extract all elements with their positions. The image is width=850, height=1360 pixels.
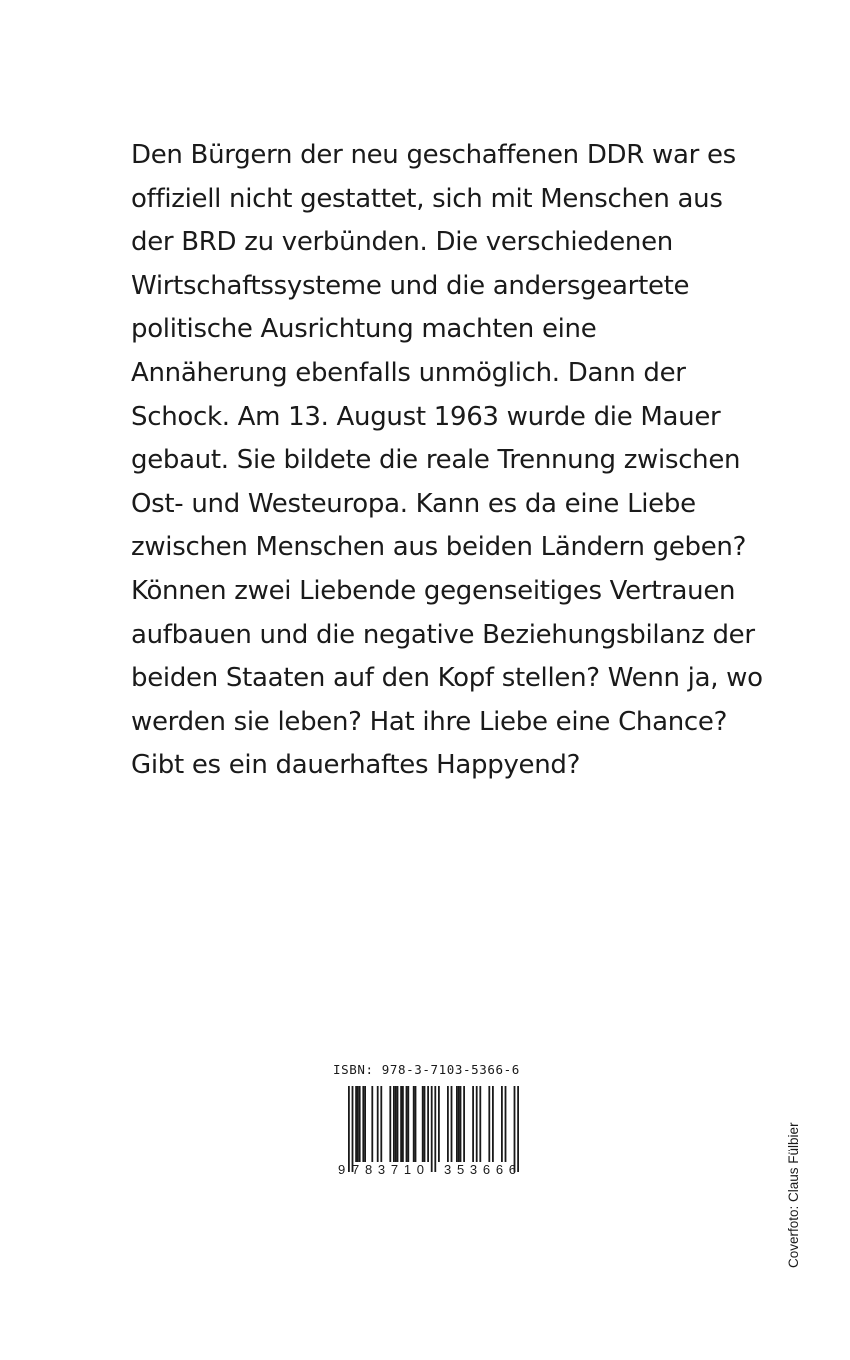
barcode-bar (397, 1086, 399, 1162)
barcode-bar (472, 1086, 474, 1162)
blurb-line: aufbauen und die negative Beziehungsbilanz der (131, 619, 755, 650)
blurb-line: offiziell nicht gestattet, sich mit Menschen aus (131, 183, 723, 214)
blurb-line: Den Bürgern der neu geschaffenen DDR war es (131, 140, 736, 170)
blurb-line: Wirtschaftssysteme und die andersgeartete (131, 270, 690, 301)
blurb-line: der BRD zu verbünden. Die verschiedenen (131, 227, 673, 258)
barcode-bar (460, 1086, 462, 1162)
ean-left-group: 783710 (352, 1162, 424, 1177)
barcode-guard-bar (434, 1086, 436, 1172)
barcode-bar (400, 1086, 402, 1162)
barcode-bar (476, 1086, 478, 1162)
barcode-bar (422, 1086, 424, 1162)
barcode-bar (355, 1086, 357, 1162)
barcode-bar (456, 1086, 458, 1162)
barcode-bar (389, 1086, 391, 1162)
isbn-barcode-block (333, 1062, 533, 1178)
blurb-line: Schock. Am 13. August 1963 wurde die Mauer (131, 401, 721, 432)
barcode-bar (364, 1086, 366, 1162)
ean-right-group: 353666 (444, 1162, 516, 1177)
barcode-bar (377, 1086, 379, 1162)
blurb-line: zwischen Menschen aus beiden Ländern geben? (131, 532, 747, 563)
barcode-guard-bar (348, 1086, 350, 1172)
barcode-bars (348, 1086, 519, 1172)
barcode-bar (395, 1086, 397, 1162)
barcode-bar (492, 1086, 494, 1162)
ean-first-digit: 9 (338, 1162, 346, 1177)
barcode-guard-bar (517, 1086, 519, 1172)
photo-credit: Coverfoto: Claus Fülbier (786, 1122, 801, 1268)
barcode-guard-bar (514, 1086, 516, 1172)
barcode-bar (393, 1086, 395, 1162)
barcode-bar (451, 1086, 453, 1162)
barcode-bar (501, 1086, 503, 1162)
barcode-bar (406, 1086, 408, 1162)
ean-barcode (333, 1084, 533, 1178)
barcode-bar (488, 1086, 490, 1162)
barcode-bar (380, 1086, 382, 1162)
blurb-line: Gibt es ein dauerhaftes Happyend? (131, 750, 581, 781)
barcode-bar (458, 1086, 460, 1162)
barcode-bar (357, 1086, 359, 1162)
blurb-line: beiden Staaten auf den Kopf stellen? Wenn ja, wo (131, 663, 763, 694)
barcode-guard-bar (352, 1086, 354, 1172)
barcode-bar (402, 1086, 404, 1162)
blurb-text (131, 134, 771, 788)
blurb-line: werden sie leben? Hat ihre Liebe eine Chance? (131, 706, 728, 737)
blurb-line: gebaut. Sie bildete die reale Trennung zwischen (131, 445, 741, 476)
barcode-bar (407, 1086, 409, 1162)
barcode-bar (359, 1086, 361, 1162)
barcode-bar (438, 1086, 440, 1162)
barcode-bar (505, 1086, 507, 1162)
barcode-bar (479, 1086, 481, 1162)
barcode-bar (371, 1086, 373, 1162)
blurb-line: Können zwei Liebende gegenseitiges Vertrauen (131, 575, 736, 606)
barcode-bar (413, 1086, 415, 1162)
blurb-line: politische Ausrichtung machten eine (131, 314, 597, 345)
barcode-bar (415, 1086, 417, 1162)
barcode-guard-bar (431, 1086, 433, 1172)
barcode-bar (362, 1086, 364, 1162)
barcode-bar (427, 1086, 429, 1162)
isbn-label: ISBN: 978-3-7103-5366-6 (333, 1062, 520, 1077)
barcode-bar (424, 1086, 426, 1162)
blurb-line: Ost- und Westeuropa. Kann es da eine Liebe (131, 488, 696, 519)
barcode-bar (447, 1086, 449, 1162)
barcode-bar (463, 1086, 465, 1162)
blurb-line: Annäherung ebenfalls unmöglich. Dann der (131, 357, 686, 388)
